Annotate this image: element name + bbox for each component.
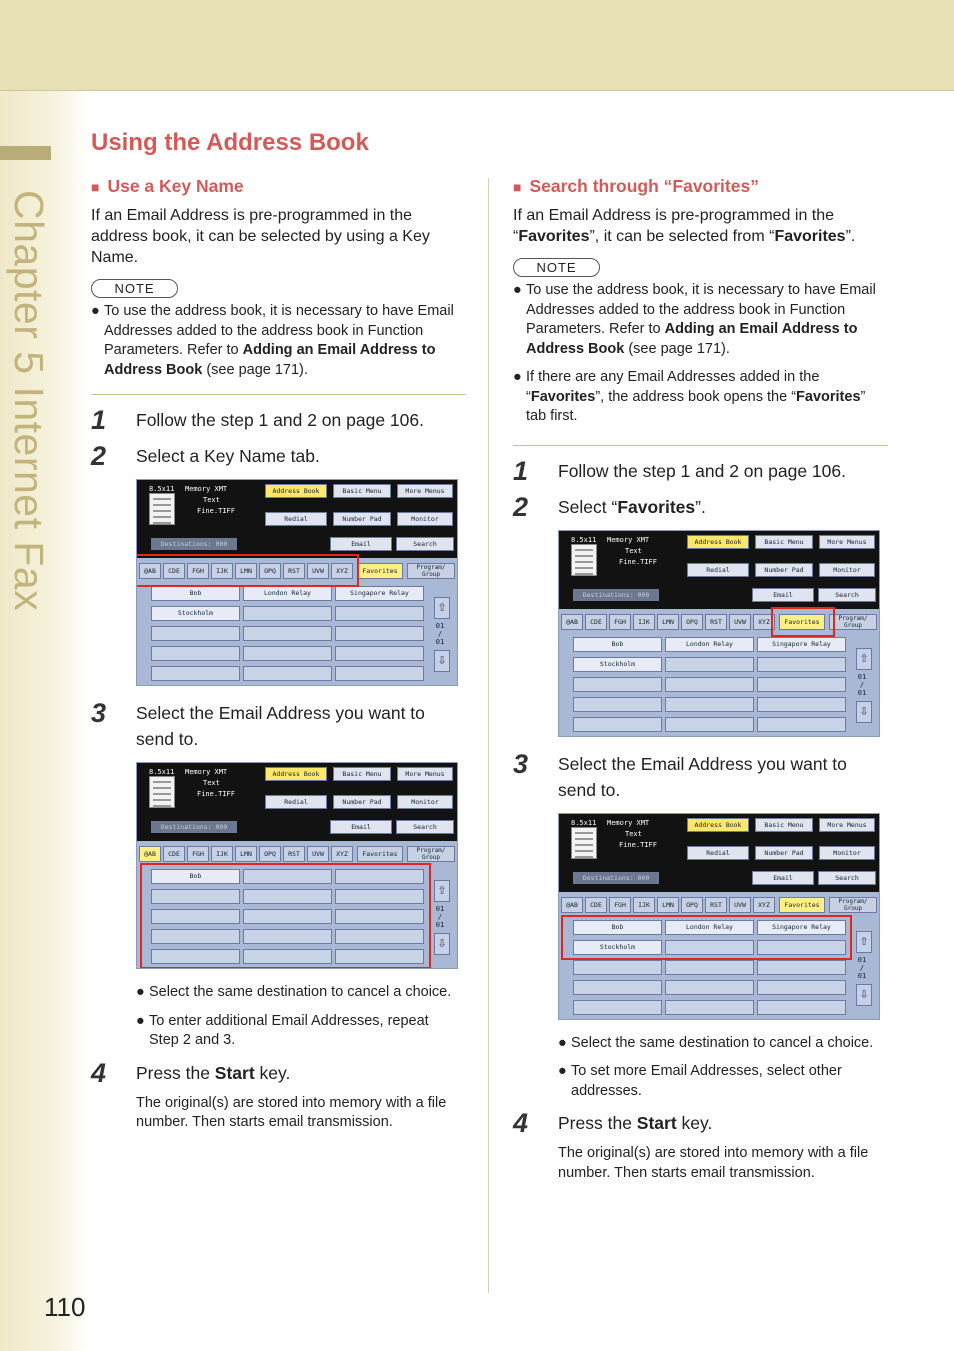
section-rule bbox=[513, 445, 888, 446]
address-cell[interactable]: Stockholm bbox=[151, 606, 240, 621]
scroll-up-arrow-icon[interactable]: ⇧ bbox=[434, 880, 450, 902]
tab-at-ab[interactable]: @AB bbox=[139, 563, 161, 579]
left-step-4: 4 Press the Start key. bbox=[91, 1057, 291, 1088]
destinations-counter: Destinations: 000 bbox=[573, 872, 659, 884]
more-menus-button[interactable]: More Menus bbox=[397, 767, 453, 781]
destinations-counter: Destinations: 000 bbox=[573, 589, 659, 601]
mode-label: Memory XMT bbox=[185, 768, 228, 776]
paper-size-label: 8.5x11 bbox=[149, 768, 175, 776]
mode-label: Memory XMT bbox=[607, 535, 650, 544]
page-number: 110 bbox=[44, 1292, 86, 1322]
page-separator: / bbox=[859, 680, 865, 689]
page-current: 01 bbox=[857, 672, 867, 681]
monitor-button[interactable]: Monitor bbox=[397, 795, 453, 809]
redial-button[interactable]: Redial bbox=[687, 563, 749, 577]
column-divider bbox=[488, 178, 489, 1293]
left-heading bbox=[91, 176, 466, 197]
search-button[interactable]: Search bbox=[396, 537, 454, 551]
tab-favorites[interactable]: Favorites bbox=[779, 897, 825, 913]
right-note-1: ● To use the address book, it is necessary to have Email Addresses added to the address book in Function Parameters. Refer to Adding an Email Address to Address Book (see page 171). bbox=[513, 282, 876, 357]
page-separator: / bbox=[437, 913, 443, 921]
tab-opq[interactable]: OPQ bbox=[259, 846, 281, 862]
page-current: 01 bbox=[435, 622, 445, 630]
quality-label: Fine.TIFF bbox=[619, 557, 657, 566]
highlight-box bbox=[771, 607, 835, 637]
tab-program-group[interactable]: Program/ Group bbox=[829, 897, 877, 913]
address-cell[interactable] bbox=[757, 717, 846, 732]
address-cell[interactable] bbox=[335, 626, 424, 641]
scroll-down-arrow-icon[interactable]: ⇩ bbox=[856, 984, 872, 1006]
address-cell[interactable] bbox=[573, 1000, 662, 1015]
tab-xyz[interactable]: XYZ bbox=[331, 563, 353, 579]
address-cell[interactable] bbox=[665, 980, 754, 995]
left-step-1: 1 Follow the step 1 and 2 on page 106. bbox=[91, 405, 424, 435]
right-step3-bullet-1: ● Select the same destination to cancel a choice. bbox=[558, 1034, 874, 1051]
tab-at-ab[interactable]: @AB bbox=[139, 846, 161, 862]
email-button[interactable]: Email bbox=[752, 588, 814, 602]
right-step3-bullet-2: ● To set more Email Addresses, select other addresses. bbox=[558, 1063, 842, 1099]
note-label: NOTE bbox=[91, 279, 178, 298]
right-step-4: 4 Press the Start key. bbox=[513, 1108, 713, 1138]
search-button[interactable]: Search bbox=[818, 871, 876, 885]
page-current: 01 bbox=[435, 905, 445, 913]
page-total: 01 bbox=[857, 688, 867, 697]
address-cell[interactable] bbox=[665, 677, 754, 692]
right-heading bbox=[513, 176, 888, 197]
tab-cde[interactable]: CDE bbox=[163, 846, 185, 862]
tab-cde[interactable]: CDE bbox=[585, 614, 607, 630]
header-band bbox=[0, 0, 954, 91]
address-cell[interactable] bbox=[665, 657, 754, 672]
address-book-button[interactable]: Address Book bbox=[265, 484, 327, 498]
address-cell[interactable] bbox=[757, 677, 846, 692]
bullet-dot-icon: ● bbox=[91, 303, 100, 319]
highlight-box bbox=[561, 915, 852, 960]
screen-select-address-right bbox=[558, 813, 880, 1020]
tab-favorites[interactable]: Favorites bbox=[357, 563, 403, 579]
email-button[interactable]: Email bbox=[330, 820, 392, 834]
page-current: 01 bbox=[857, 955, 867, 964]
tab-cde[interactable]: CDE bbox=[163, 563, 185, 579]
address-cell[interactable]: Bob bbox=[573, 637, 662, 652]
quality-label: Fine.TIFF bbox=[197, 790, 235, 798]
highlight-box bbox=[140, 863, 431, 969]
page-separator: / bbox=[859, 963, 865, 972]
tab-rst[interactable]: RST bbox=[283, 846, 305, 862]
destinations-counter: Destinations: 000 bbox=[151, 538, 237, 550]
tab-at-ab[interactable]: @AB bbox=[561, 614, 583, 630]
tab-fgh[interactable]: FGH bbox=[609, 614, 631, 630]
more-menus-button[interactable]: More Menus bbox=[819, 818, 875, 832]
scroll-up-arrow-icon[interactable]: ⇧ bbox=[434, 597, 450, 619]
tab-favorites[interactable]: Favorites bbox=[779, 614, 825, 630]
scroll-down-arrow-icon[interactable]: ⇩ bbox=[434, 650, 450, 672]
text-mode-label: Text bbox=[625, 829, 642, 838]
address-cell[interactable] bbox=[243, 606, 332, 621]
tab-lmn[interactable]: LMN bbox=[657, 614, 679, 630]
address-book-button[interactable]: Address Book bbox=[265, 767, 327, 781]
email-button[interactable]: Email bbox=[330, 537, 392, 551]
address-cell[interactable] bbox=[151, 626, 240, 641]
right-step-1: 1 Follow the step 1 and 2 on page 106. bbox=[513, 455, 846, 486]
address-cell[interactable] bbox=[757, 980, 846, 995]
tab-fgh[interactable]: FGH bbox=[187, 563, 209, 579]
address-cell[interactable] bbox=[243, 646, 332, 661]
address-cell[interactable] bbox=[335, 666, 424, 681]
chapter-tab-marker bbox=[0, 146, 51, 160]
address-book-button[interactable]: Address Book bbox=[687, 818, 749, 832]
screen-select-address-left bbox=[136, 762, 458, 969]
left-note-1: ● To use the address book, it is necessary to have Email Addresses added to the address book in Function Parameters. Refer to Adding an Email Address to Address Book (see page 171). bbox=[91, 303, 454, 378]
tab-ijk[interactable]: IJK bbox=[211, 563, 233, 579]
address-cell[interactable] bbox=[665, 960, 754, 975]
scroll-down-arrow-icon[interactable]: ⇩ bbox=[856, 701, 872, 723]
more-menus-button[interactable]: More Menus bbox=[397, 484, 453, 498]
address-cell[interactable]: Stockholm bbox=[573, 940, 662, 955]
right-intro: If an Email Address is pre-programmed in the “Favorites”, it can be selected from “Favorites”. bbox=[513, 207, 856, 245]
tab-opq[interactable]: OPQ bbox=[681, 897, 703, 913]
right-step-3: 3 Select the Email Address you want to send to. bbox=[513, 748, 847, 800]
tab-opq[interactable]: OPQ bbox=[681, 614, 703, 630]
monitor-button[interactable]: Monitor bbox=[819, 563, 875, 577]
monitor-button[interactable]: Monitor bbox=[819, 846, 875, 860]
tab-rst[interactable]: RST bbox=[705, 614, 727, 630]
quality-label: Fine.TIFF bbox=[197, 507, 235, 515]
address-cell[interactable] bbox=[665, 1000, 754, 1015]
address-cell[interactable] bbox=[665, 717, 754, 732]
tab-favorites[interactable]: Favorites bbox=[357, 846, 403, 862]
tab-lmn[interactable]: LMN bbox=[657, 897, 679, 913]
document-thumbnail-icon bbox=[149, 493, 175, 525]
address-cell[interactable] bbox=[757, 960, 846, 975]
address-cell[interactable] bbox=[757, 1000, 846, 1015]
tab-fgh[interactable]: FGH bbox=[609, 897, 631, 913]
chapter-label: Chapter 5 Internet Fax bbox=[6, 190, 52, 612]
number-pad-button[interactable]: Number Pad bbox=[755, 846, 813, 860]
tab-program-group[interactable]: Program/ Group bbox=[407, 846, 455, 862]
text-mode-label: Text bbox=[203, 779, 220, 787]
address-cell[interactable]: Singapore Relay bbox=[335, 586, 424, 601]
page-total: 01 bbox=[435, 638, 445, 646]
note-label: NOTE bbox=[513, 258, 600, 277]
address-cell[interactable] bbox=[757, 657, 846, 672]
section-rule bbox=[91, 394, 466, 395]
left-step4-desc: The original(s) are stored into memory with a file number. Then starts email transmission. bbox=[136, 1094, 447, 1130]
square-bullet-icon: ■ bbox=[513, 178, 522, 195]
tab-uvw[interactable]: UVW bbox=[307, 563, 329, 579]
highlight-box bbox=[136, 554, 359, 587]
more-menus-button[interactable]: More Menus bbox=[819, 535, 875, 549]
search-button[interactable]: Search bbox=[396, 820, 454, 834]
page-separator: / bbox=[437, 630, 443, 638]
address-cell[interactable] bbox=[335, 646, 424, 661]
paper-size-label: 8.5x11 bbox=[149, 485, 175, 493]
number-pad-button[interactable]: Number Pad bbox=[333, 512, 391, 526]
tab-ijk[interactable]: IJK bbox=[211, 846, 233, 862]
search-button[interactable]: Search bbox=[818, 588, 876, 602]
mode-label: Memory XMT bbox=[185, 485, 228, 493]
address-cell[interactable] bbox=[243, 626, 332, 641]
address-book-button[interactable]: Address Book bbox=[687, 535, 749, 549]
address-cell[interactable]: Singapore Relay bbox=[757, 637, 846, 652]
tab-program-group[interactable]: Program/ Group bbox=[829, 614, 877, 630]
tab-uvw[interactable]: UVW bbox=[729, 614, 751, 630]
right-column bbox=[513, 176, 888, 1183]
redial-button[interactable]: Redial bbox=[265, 512, 327, 526]
address-cell[interactable]: Bob bbox=[573, 920, 662, 935]
tab-xyz[interactable]: XYZ bbox=[753, 897, 775, 913]
email-button[interactable]: Email bbox=[752, 871, 814, 885]
paper-size-label: 8.5x11 bbox=[571, 535, 597, 544]
tab-program-group[interactable]: Program/ Group bbox=[407, 563, 455, 579]
tab-lmn[interactable]: LMN bbox=[235, 846, 257, 862]
basic-menu-button[interactable]: Basic Menu bbox=[333, 767, 391, 781]
address-cell[interactable] bbox=[573, 717, 662, 732]
tab-uvw[interactable]: UVW bbox=[729, 897, 751, 913]
left-step3-bullet-2: ● To enter additional Email Addresses, repeat Step 2 and 3. bbox=[136, 1012, 429, 1048]
tab-xyz[interactable]: XYZ bbox=[753, 614, 775, 630]
tab-fgh[interactable]: FGH bbox=[187, 846, 209, 862]
tab-rst[interactable]: RST bbox=[283, 563, 305, 579]
address-cell[interactable] bbox=[573, 677, 662, 692]
text-mode-label: Text bbox=[625, 546, 642, 555]
redial-button[interactable]: Redial bbox=[265, 795, 327, 809]
left-step-3: 3 Select the Email Address you want to send to. bbox=[91, 698, 425, 749]
screen-favorites-tab bbox=[558, 530, 880, 737]
address-cell[interactable]: Bob bbox=[151, 586, 240, 601]
address-cell[interactable]: London Relay bbox=[243, 586, 332, 601]
page-total: 01 bbox=[857, 971, 867, 980]
right-note-2: ● If there are any Email Addresses added in the “Favorites”, the address book opens the “Favorites” tab first. bbox=[513, 369, 866, 424]
left-step3-bullet-1: ● Select the same destination to cancel a choice. bbox=[136, 984, 452, 1000]
address-cell[interactable] bbox=[757, 697, 846, 712]
address-cell[interactable]: Stockholm bbox=[573, 657, 662, 672]
tab-ijk[interactable]: IJK bbox=[633, 897, 655, 913]
address-cell[interactable] bbox=[665, 697, 754, 712]
left-step-2: 2 Select a Key Name tab. bbox=[91, 441, 320, 471]
document-thumbnail-icon bbox=[149, 776, 175, 808]
address-cell[interactable]: Singapore Relay bbox=[757, 920, 846, 935]
text-mode-label: Text bbox=[203, 496, 220, 504]
address-cell[interactable]: London Relay bbox=[665, 920, 754, 935]
screen-keyname-tab bbox=[136, 479, 458, 686]
address-cell[interactable] bbox=[151, 666, 240, 681]
address-cell[interactable] bbox=[573, 960, 662, 975]
address-cell[interactable] bbox=[151, 646, 240, 661]
tab-ijk[interactable]: IJK bbox=[633, 614, 655, 630]
monitor-button[interactable]: Monitor bbox=[397, 512, 453, 526]
scroll-up-arrow-icon[interactable]: ⇧ bbox=[856, 648, 872, 670]
basic-menu-button[interactable]: Basic Menu bbox=[333, 484, 391, 498]
scroll-down-arrow-icon[interactable]: ⇩ bbox=[434, 933, 450, 955]
left-heading-text: Use a Key Name bbox=[107, 176, 244, 196]
address-cell[interactable] bbox=[335, 606, 424, 621]
quality-label: Fine.TIFF bbox=[619, 840, 657, 849]
page-total: 01 bbox=[435, 921, 445, 929]
address-cell[interactable]: Bob bbox=[151, 869, 240, 884]
mode-label: Memory XMT bbox=[607, 818, 650, 827]
document-thumbnail-icon bbox=[571, 544, 597, 576]
number-pad-button[interactable]: Number Pad bbox=[333, 795, 391, 809]
right-step4-desc: The original(s) are stored into memory with a file number. Then starts email transmission. bbox=[558, 1145, 869, 1181]
scroll-up-arrow-icon[interactable]: ⇧ bbox=[856, 931, 872, 953]
tab-cde[interactable]: CDE bbox=[585, 897, 607, 913]
address-cell[interactable] bbox=[573, 697, 662, 712]
tab-opq[interactable]: OPQ bbox=[259, 563, 281, 579]
redial-button[interactable]: Redial bbox=[687, 846, 749, 860]
basic-menu-button[interactable]: Basic Menu bbox=[755, 818, 813, 832]
left-intro: If an Email Address is pre-programmed in the address book, it can be selected by using a Key Name. bbox=[91, 207, 430, 266]
address-cell[interactable]: London Relay bbox=[665, 637, 754, 652]
destinations-counter: Destinations: 000 bbox=[151, 821, 237, 833]
paper-size-label: 8.5x11 bbox=[571, 818, 597, 827]
left-column bbox=[91, 176, 466, 1133]
basic-menu-button[interactable]: Basic Menu bbox=[755, 535, 813, 549]
square-bullet-icon: ■ bbox=[91, 178, 100, 195]
tab-lmn[interactable]: LMN bbox=[235, 563, 257, 579]
document-thumbnail-icon bbox=[571, 827, 597, 859]
number-pad-button[interactable]: Number Pad bbox=[755, 563, 813, 577]
section-title: Using the Address Book bbox=[91, 129, 369, 156]
tab-uvw[interactable]: UVW bbox=[307, 846, 329, 862]
tab-at-ab[interactable]: @AB bbox=[561, 897, 583, 913]
right-step-2: 2 Select “Favorites”. bbox=[513, 491, 706, 522]
tab-rst[interactable]: RST bbox=[705, 897, 727, 913]
tab-xyz[interactable]: XYZ bbox=[331, 846, 353, 862]
address-cell[interactable] bbox=[573, 980, 662, 995]
address-cell[interactable] bbox=[243, 666, 332, 681]
right-heading-text: Search through “Favorites” bbox=[529, 176, 759, 196]
